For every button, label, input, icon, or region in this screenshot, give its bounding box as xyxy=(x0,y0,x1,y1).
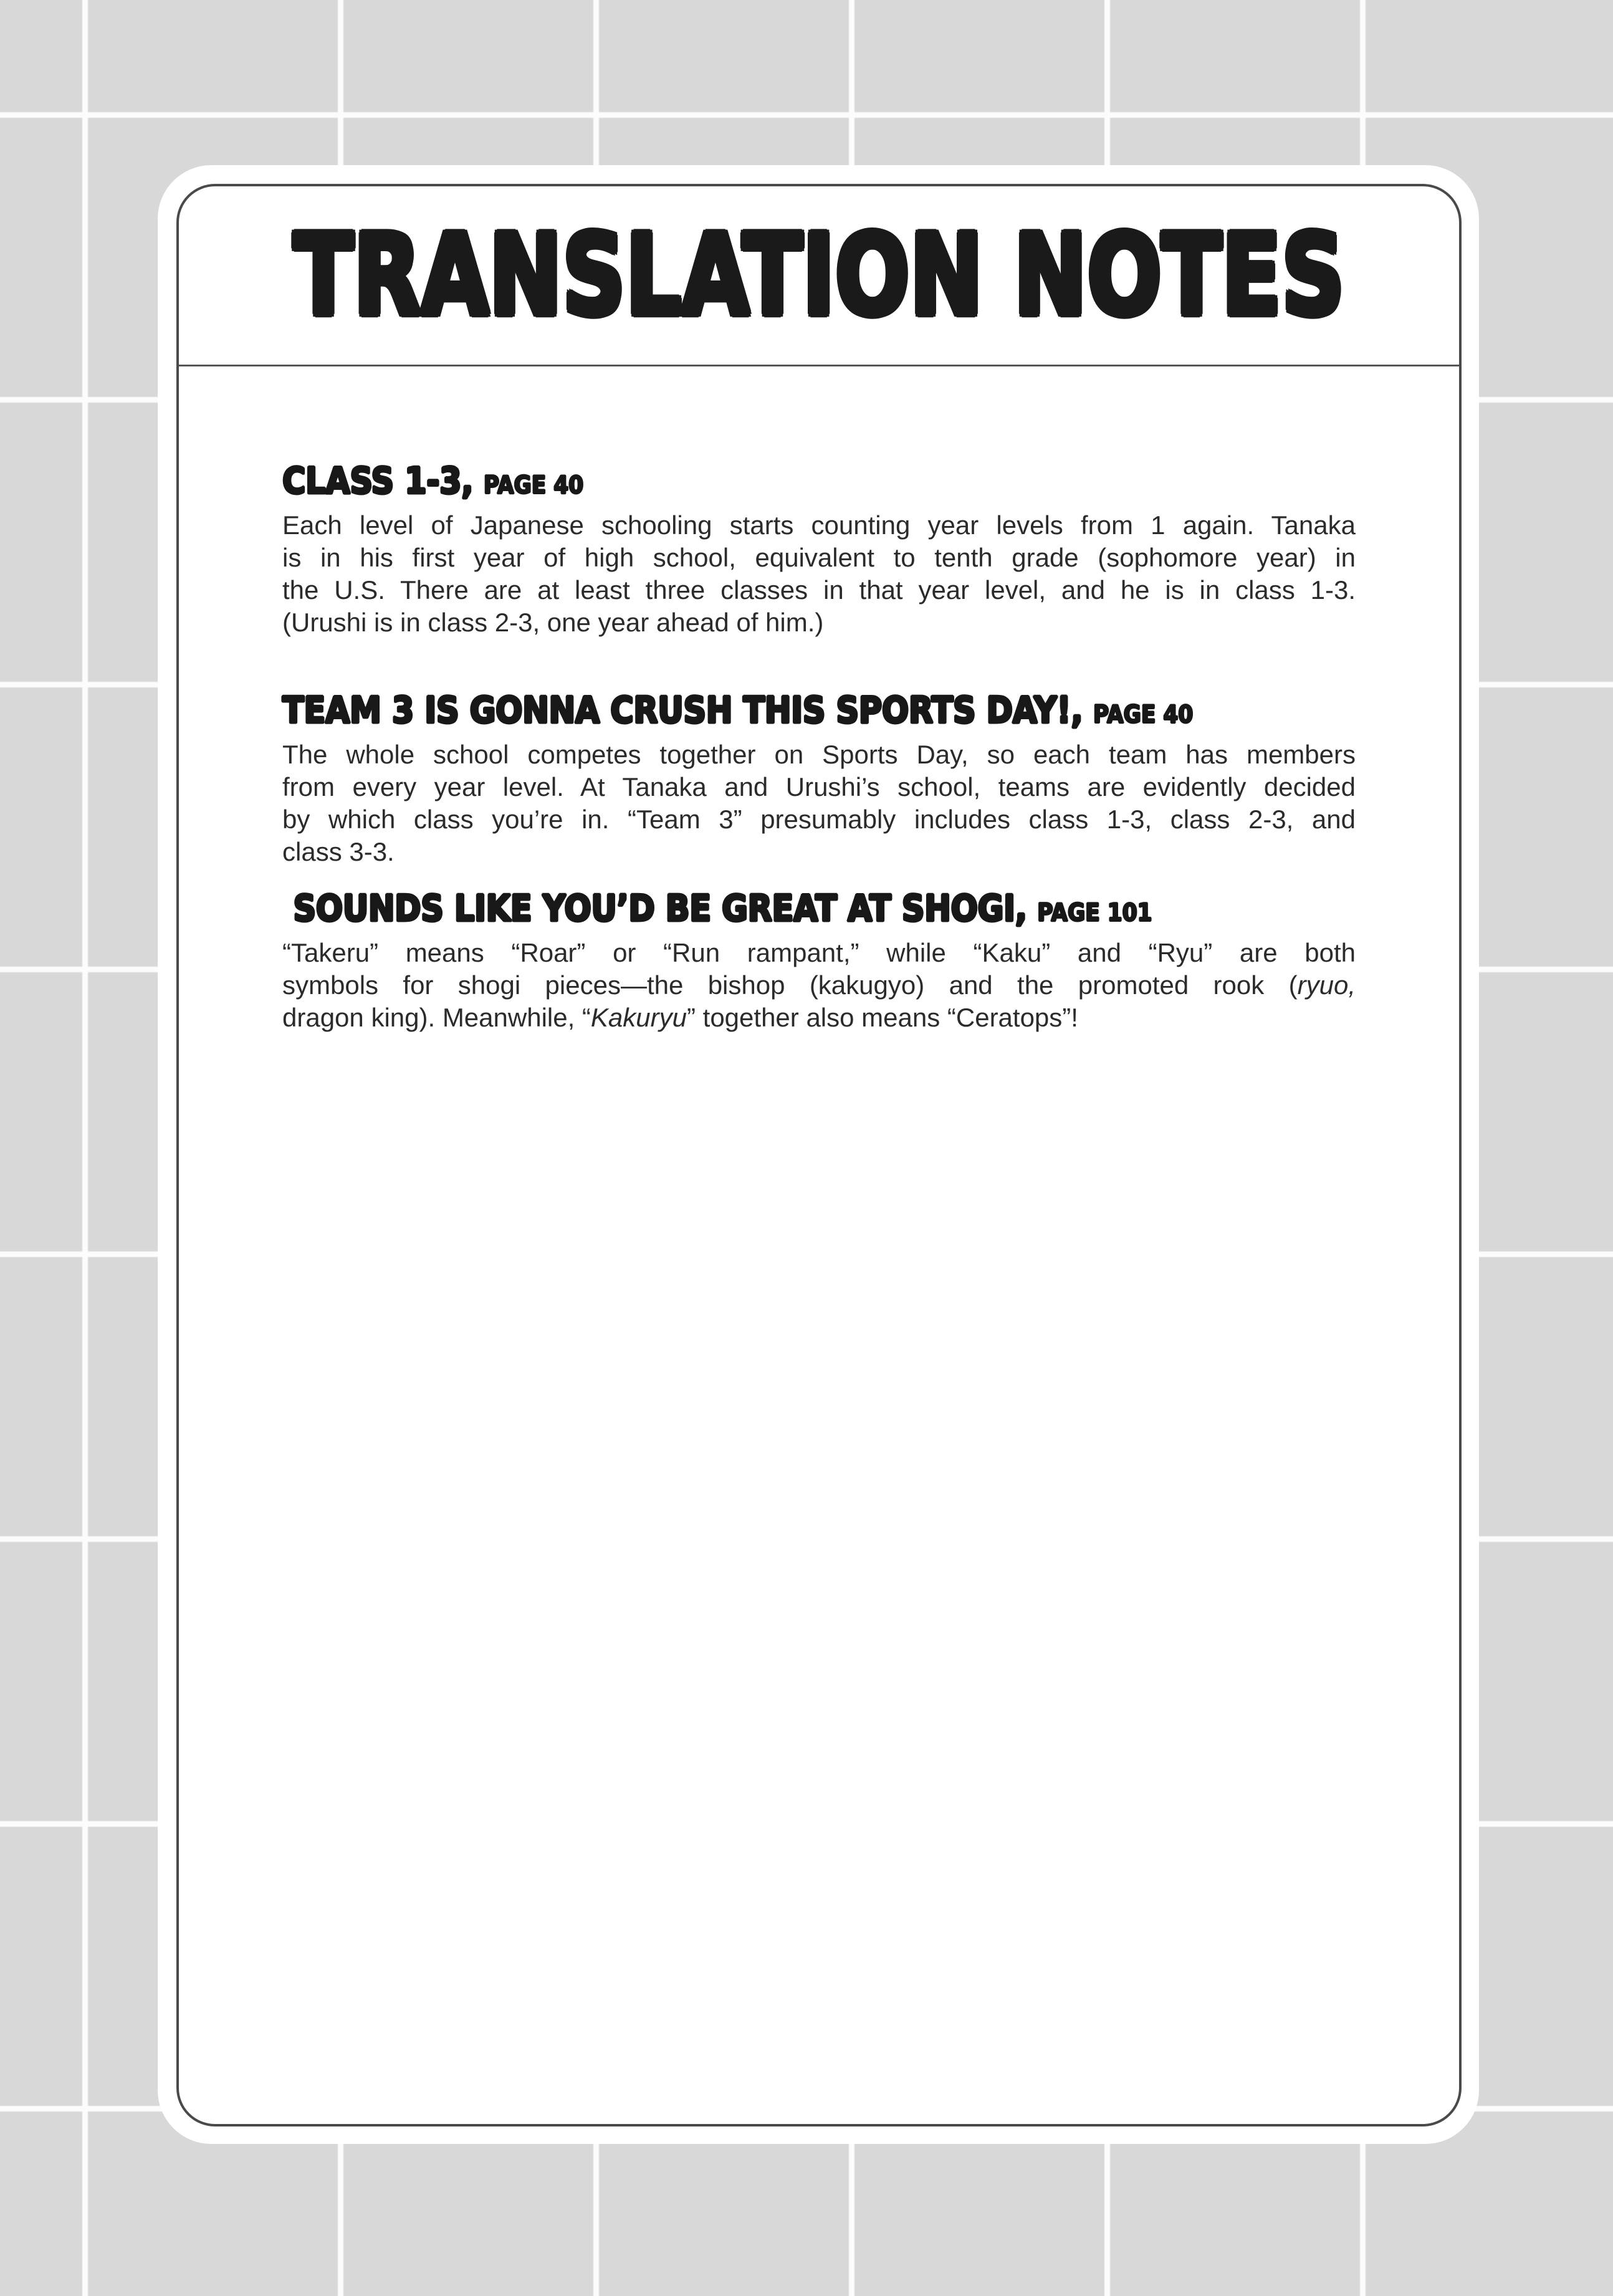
note-section-team-3 xyxy=(282,689,1356,868)
body-line: symbols for shogi pieces—the bishop (kakugyo) and the promoted rook (ryuo, xyxy=(282,970,1356,1000)
section-body xyxy=(282,739,1356,868)
body-line: dragon king). Meanwhile, “Kakuryu” together also means “Ceratops”! xyxy=(282,1003,1078,1032)
body-line: is in his first year of high school, equivalent to tenth grade (sophomore year) in xyxy=(282,543,1356,572)
body-line: (Urushi is in class 2-3, one year ahead of him.) xyxy=(282,608,824,637)
section-heading-row xyxy=(282,690,1280,730)
section-page-ref: PAGE 40 xyxy=(1093,700,1194,729)
page-title: TRANSLATION NOTES xyxy=(293,209,1345,341)
section-page-ref: PAGE 101 xyxy=(1037,898,1152,927)
body-line: Each level of Japanese schooling starts counting year levels from 1 again. Tanaka xyxy=(282,510,1356,540)
translation-notes-card xyxy=(176,184,1462,2126)
notes-content xyxy=(179,459,1459,1034)
note-section-class-1-3 xyxy=(282,459,1356,639)
body-line: The whole school competes together on Sports Day, so each team has members xyxy=(282,740,1356,769)
section-heading: SOUNDS LIKE YOU’D BE GREAT AT SHOGI, xyxy=(282,887,1027,930)
body-line: class 3-3. xyxy=(282,837,395,866)
section-heading: TEAM 3 IS GONNA CRUSH THIS SPORTS DAY!, xyxy=(282,689,1083,732)
body-line: from every year level. At Tanaka and Urushi’s school, teams are evidently decided xyxy=(282,772,1356,801)
section-body xyxy=(282,509,1356,639)
section-heading-row xyxy=(282,461,1280,500)
card-header xyxy=(179,186,1459,366)
body-line: the U.S. There are at least three classes in that year level, and he is in class 1-3. xyxy=(282,575,1356,605)
section-heading-row xyxy=(282,888,1280,928)
section-heading: CLASS 1-3, xyxy=(282,459,474,502)
note-section-shogi xyxy=(282,887,1356,1034)
body-line: “Takeru” means “Roar” or “Run rampant,” while “Kaku” and “Ryu” are both xyxy=(282,938,1356,967)
section-page-ref: PAGE 40 xyxy=(483,471,584,499)
body-line: by which class you’re in. “Team 3” presumably includes class 1-3, class 2-3, and xyxy=(282,805,1356,834)
section-body xyxy=(282,937,1356,1034)
